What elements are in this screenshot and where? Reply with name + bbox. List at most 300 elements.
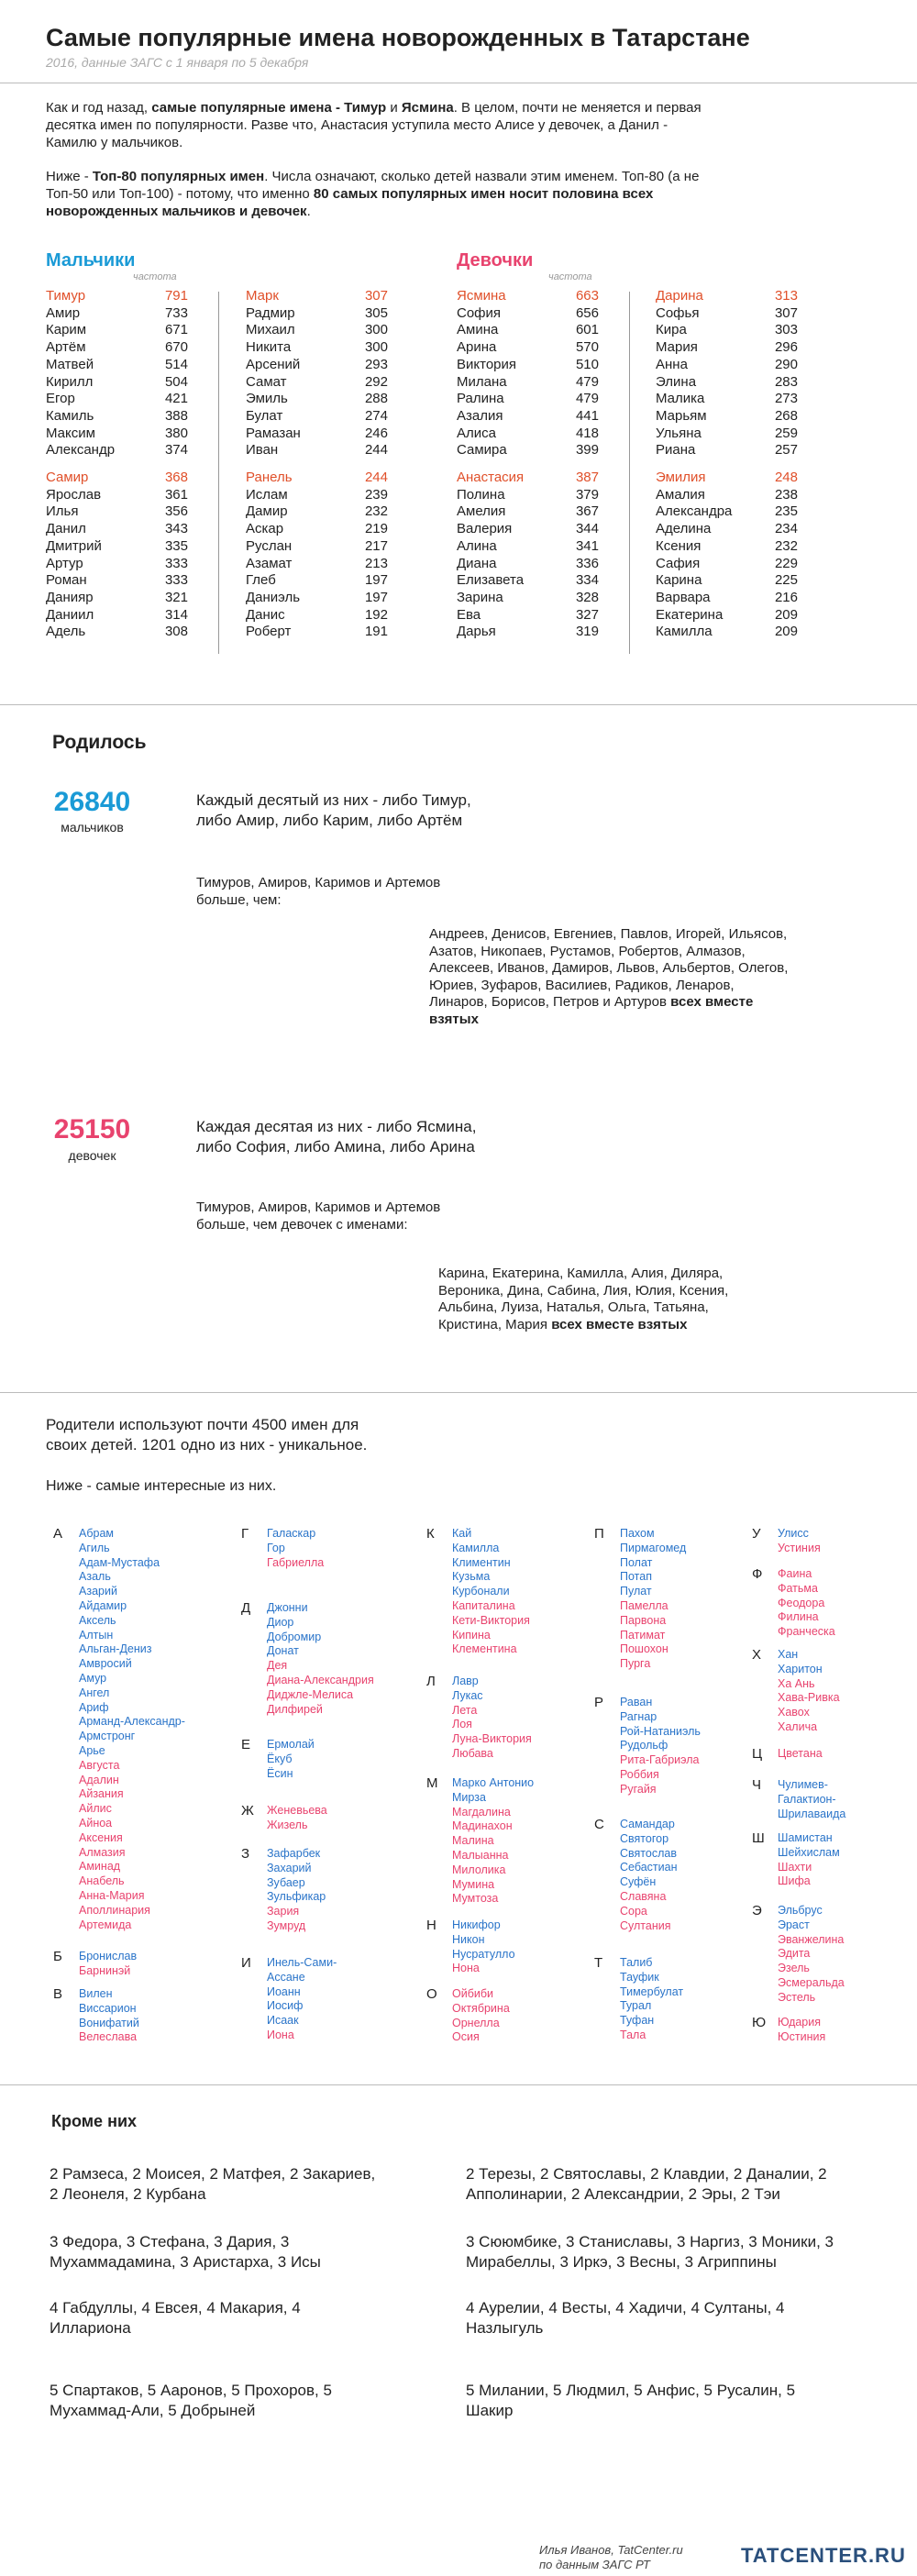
name-row <box>457 538 599 556</box>
girl-name: Августа <box>79 1758 120 1772</box>
boy-name: Никифор <box>452 1918 501 1931</box>
boy-name: Алтын <box>79 1628 114 1642</box>
name-row <box>246 503 388 521</box>
boy-name: Арье <box>79 1743 105 1757</box>
name-cell: Егор <box>46 391 75 407</box>
count-cell <box>548 459 599 470</box>
letter-name-list <box>452 1918 515 1976</box>
name-cell: Ульяна <box>656 425 702 441</box>
name-row <box>246 442 388 459</box>
name-cell: Амина <box>457 322 499 338</box>
boy-name: Рой-Натаниэль <box>620 1724 701 1738</box>
girl-name: Эзель <box>778 1962 810 1975</box>
count-cell: 314 <box>164 606 188 623</box>
girl-name: Кети-Виктория <box>452 1613 530 1627</box>
name-cell: Ралина <box>457 391 504 407</box>
count-cell: 308 <box>164 624 188 640</box>
girls-table-col-1 <box>457 288 599 641</box>
name-cell: Булат <box>246 407 283 424</box>
boy-name: Лавр <box>452 1675 479 1687</box>
girl-name: Нона <box>452 1962 480 1975</box>
name-row <box>457 442 599 459</box>
name-cell: Эмилия <box>656 470 706 486</box>
name-row <box>656 357 798 374</box>
boy-name: Марко Антонио <box>452 1776 535 1789</box>
count-cell: 234 <box>774 521 798 537</box>
boy-name: Амур <box>79 1671 107 1685</box>
alphabet-letter: З <box>241 1846 250 1862</box>
letter-name-list <box>452 1987 510 2045</box>
girl-name: Рита-Габриэла <box>620 1753 700 1767</box>
name-row <box>46 391 188 408</box>
name-cell: Амелия <box>457 503 506 520</box>
alphabet-letter: О <box>426 1986 437 2002</box>
name-cell: Ксения <box>656 537 702 554</box>
boy-name: Святогор <box>620 1831 669 1845</box>
boy-name: Потап <box>620 1570 652 1584</box>
girl-name: Халича <box>778 1719 818 1733</box>
girl-name: Осия <box>452 2030 480 2044</box>
rare-right-1: 2 Терезы, 2 Святославы, 2 Клавдии, 2 Даналии, 2 Апполинарии, 2 Александрии, 2 Эры, 2 Тэи <box>466 2165 827 2203</box>
name-row <box>656 288 798 305</box>
count-cell: 663 <box>575 288 599 304</box>
boys-name-list-text: Андреев, Денисов, Евгениев, Павлов, Игорей, Ильясов, Азатов, Никопаев, Рустамов, Робертов, Алмазов, Алексеев, Иванов, Дамиров, Львов, Альбертов, Олегов, Юриев, Зуфаров, Василиев, Радиков, Ленаров, Линаров, Борисов, Петров и Артуров <box>429 926 789 1011</box>
girl-name: Эванжелина <box>778 1932 845 1946</box>
count-cell: 321 <box>164 589 188 605</box>
letter-name-list <box>620 1696 701 1797</box>
count-cell: 380 <box>164 425 188 441</box>
girl-name: Юстиния <box>778 2029 826 2043</box>
name-row <box>656 426 798 443</box>
count-cell <box>138 459 188 470</box>
name-cell: Артур <box>46 555 83 571</box>
count-cell: 334 <box>575 572 599 589</box>
name-row <box>457 426 599 443</box>
name-row <box>656 408 798 426</box>
spacer-row <box>246 459 388 470</box>
name-row <box>656 339 798 357</box>
boy-name: Ёсин <box>267 1766 293 1780</box>
name-cell: Александр <box>46 442 116 459</box>
boy-name: Чулимев- <box>778 1778 828 1791</box>
girls-table-col-2 <box>656 288 798 641</box>
count-cell: 292 <box>364 373 388 390</box>
name-cell: Ислам <box>246 486 288 503</box>
girl-name: Фатьма <box>778 1581 818 1595</box>
count-cell: 791 <box>164 288 188 304</box>
alphabet-letter: Д <box>241 1600 251 1616</box>
name-row <box>457 305 599 323</box>
boy-name: Галактион- <box>778 1792 836 1806</box>
boy-name: Альган-Дениз <box>79 1642 152 1656</box>
name-cell: Риана <box>656 442 696 459</box>
boy-name: Шейхислам <box>778 1845 840 1859</box>
girl-name: Устиния <box>778 1541 821 1554</box>
name-row <box>46 590 188 607</box>
name-row <box>656 470 798 487</box>
name-cell: Дамир <box>246 503 288 520</box>
count-cell: 333 <box>164 572 188 589</box>
name-cell <box>246 459 337 470</box>
boy-name: Рагнар <box>620 1709 657 1723</box>
name-cell: Амалия <box>656 486 705 503</box>
divider <box>0 1392 917 1393</box>
boy-name: Нусратулло <box>452 1947 515 1961</box>
boy-name: Кузьма <box>452 1570 491 1584</box>
count-cell: 356 <box>164 503 188 520</box>
boy-name: Харитон <box>778 1662 823 1675</box>
count-cell: 268 <box>774 407 798 424</box>
name-row <box>457 339 599 357</box>
girl-name: Эдита <box>778 1947 811 1961</box>
girl-name: Милолика <box>452 1863 506 1876</box>
count-cell: 319 <box>575 624 599 640</box>
boy-name: Ангел <box>79 1686 110 1699</box>
count-cell: 219 <box>364 521 388 537</box>
count-cell: 274 <box>364 407 388 424</box>
girl-name: Памелла <box>620 1598 668 1612</box>
name-cell: Самир <box>46 470 89 486</box>
boys-table-col-1 <box>46 288 188 641</box>
name-row <box>246 556 388 573</box>
count-cell: 244 <box>364 442 388 459</box>
letter-name-list <box>778 1648 840 1735</box>
count-cell: 327 <box>575 606 599 623</box>
boy-name: Ассане <box>267 1970 305 1984</box>
name-row <box>246 322 388 339</box>
girl-name: Алмазия <box>79 1845 126 1859</box>
count-cell: 293 <box>364 356 388 372</box>
boy-name: Джонни <box>267 1601 308 1614</box>
alphabet-letter: М <box>426 1775 438 1791</box>
count-cell: 259 <box>774 425 798 441</box>
girl-name: Феодора <box>778 1596 825 1609</box>
girl-name: Иона <box>267 2028 294 2041</box>
boy-name: Себастиан <box>620 1861 678 1874</box>
born-heading: Родилось <box>52 732 147 753</box>
letter-name-list <box>778 1904 845 2006</box>
count-cell: 288 <box>364 391 388 407</box>
boys-lead: Каждый десятый из них - либо Тимур, либо Амир, либо Карим, либо Артём <box>196 791 471 829</box>
count-cell: 307 <box>774 304 798 321</box>
girl-name: Хава-Ривка <box>778 1691 840 1705</box>
name-cell: Ранель <box>246 470 293 486</box>
rare-right-3: 4 Аурелии, 4 Весты, 4 Хадичи, 4 Султаны, 4 Назлыгуль <box>466 2299 785 2337</box>
name-cell: Алина <box>457 537 497 554</box>
count-cell: 333 <box>164 555 188 571</box>
letter-name-list <box>79 1950 137 1979</box>
girl-name: Дея <box>267 1659 288 1673</box>
boy-name: Раван <box>620 1696 653 1708</box>
count-cell: 232 <box>364 503 388 520</box>
boys-count: 26840 <box>53 787 131 817</box>
girl-name: Луна-Виктория <box>452 1732 532 1746</box>
column-divider <box>218 292 219 654</box>
letter-name-list <box>620 1527 686 1672</box>
name-row <box>656 374 798 392</box>
boy-name: Никон <box>452 1932 485 1946</box>
unique-intro: Родители используют почти 4500 имен для своих детей. 1201 одно из них - уникальное. <box>46 1416 368 1454</box>
boy-name: Мирза <box>452 1790 486 1804</box>
girl-name: Клементина <box>452 1642 517 1656</box>
count-cell: 601 <box>575 322 599 338</box>
name-row <box>656 590 798 607</box>
alphabet-letter: Э <box>752 1903 762 1918</box>
name-row <box>457 288 599 305</box>
boy-name: Пулат <box>620 1585 652 1598</box>
name-row <box>46 503 188 521</box>
name-row <box>457 607 599 625</box>
girl-name: Мадинахон <box>452 1819 513 1833</box>
name-cell: Даниэль <box>246 589 301 605</box>
count-cell: 197 <box>364 572 388 589</box>
name-cell: Мария <box>656 339 698 356</box>
name-row <box>656 503 798 521</box>
name-cell: Михаил <box>246 322 295 338</box>
girl-name: Габриелла <box>267 1555 325 1569</box>
boy-name: Армстронг <box>79 1730 136 1743</box>
name-cell: Азамат <box>246 555 293 571</box>
page-title: Самые популярные имена новорожденных в Татарстане <box>46 24 750 51</box>
intro-text: . В целом, почти не меняется и первая десятка имен по популярности. Разве что, Анастасия уступила место Алисе у девочек, а Данил - Камилю у мальчиков. <box>46 100 702 150</box>
girl-name: Султания <box>620 1918 671 1932</box>
girl-name: Мумина <box>452 1877 495 1891</box>
count-cell: 300 <box>364 339 388 356</box>
girl-name: Диджле-Мелиса <box>267 1687 354 1701</box>
name-cell: Екатерина <box>656 606 724 623</box>
girl-name: Лоя <box>452 1718 472 1731</box>
girl-name: Шахти <box>778 1860 812 1874</box>
count-cell: 671 <box>164 322 188 338</box>
letter-name-list <box>620 1818 677 1933</box>
name-cell: Руслан <box>246 537 293 554</box>
count-cell: 290 <box>774 356 798 372</box>
name-cell <box>46 459 138 470</box>
name-row <box>246 624 388 641</box>
name-cell: Рамазан <box>246 425 301 441</box>
intro-text: . <box>306 204 311 219</box>
girls-count-caption: девочек <box>68 1148 116 1163</box>
boy-name: Вилен <box>79 1987 113 2000</box>
name-row <box>656 538 798 556</box>
girl-name: Зария <box>267 1905 300 1918</box>
name-cell: Илья <box>46 503 79 520</box>
girl-name: Пурга <box>620 1657 651 1671</box>
name-cell: Адель <box>46 624 86 640</box>
boy-name: Азаль <box>79 1570 111 1584</box>
girls-name-list-bold: всех вместе взятых <box>551 1316 688 1332</box>
count-cell: 209 <box>774 606 798 623</box>
rare-right-4: 5 Милании, 5 Людмил, 5 Анфис, 5 Русалин, 5 Шакир <box>466 2382 796 2419</box>
boy-name: Улисс <box>778 1527 809 1540</box>
girl-name: Парвона <box>620 1613 667 1627</box>
name-cell <box>656 459 747 470</box>
girl-name: Магдалина <box>452 1805 511 1819</box>
boy-name: Адам-Мустафа <box>79 1555 160 1569</box>
girl-name: Анна-Мария <box>79 1888 145 1902</box>
boy-name: Эльбрус <box>778 1904 823 1917</box>
name-row <box>246 521 388 538</box>
intro-bold: Ясмина <box>401 100 454 116</box>
girl-name: Эсмеральда <box>778 1975 845 1989</box>
unique-subtitle: Ниже - самые интересные из них. <box>46 1478 277 1494</box>
letter-name-list <box>778 1527 821 1556</box>
name-cell: Анастасия <box>457 470 525 486</box>
boy-name: Курбонали <box>452 1585 510 1598</box>
name-row <box>46 607 188 625</box>
girl-name: Айноа <box>79 1816 113 1830</box>
girl-name: Жизель <box>267 1818 308 1831</box>
name-cell: Радмир <box>246 304 295 321</box>
boy-name: Ёкуб <box>267 1752 293 1765</box>
name-cell: Карина <box>656 572 702 589</box>
girl-name: Орнелла <box>452 2016 500 2029</box>
count-cell <box>337 459 388 470</box>
alphabet-letter: У <box>752 1526 761 1542</box>
alphabet-letter: Б <box>53 1949 62 1964</box>
spacer-row <box>457 459 599 470</box>
name-cell <box>457 459 548 470</box>
name-row <box>246 607 388 625</box>
name-row <box>246 572 388 590</box>
name-cell: Ева <box>457 606 481 623</box>
name-row <box>46 408 188 426</box>
footer-author: Илья Иванов, TatCenter.ru <box>539 2543 683 2557</box>
count-cell: 388 <box>164 407 188 424</box>
boy-name: Добромир <box>267 1630 322 1643</box>
count-cell: 257 <box>774 442 798 459</box>
name-row <box>457 556 599 573</box>
name-cell: Элина <box>656 373 697 390</box>
boy-name: Аксель <box>79 1613 116 1627</box>
alphabet-letter: С <box>594 1817 604 1832</box>
girl-name: Аполлинария <box>79 1903 150 1917</box>
intro-text: и <box>386 100 402 116</box>
name-cell: Роберт <box>246 624 292 640</box>
boy-name: Диор <box>267 1615 294 1629</box>
count-cell: 479 <box>575 391 599 407</box>
footer-source: по данным ЗАГС РТ <box>539 2558 650 2571</box>
name-cell: Александра <box>656 503 733 520</box>
letter-name-list <box>778 1747 823 1762</box>
girl-name: Любава <box>452 1746 493 1760</box>
girls-lead: Каждая десятая из них - либо Ясмина, либо София, либо Амина, либо Арина <box>196 1118 477 1155</box>
boys-more-than: Тимуров, Амиров, Каримов и Артемов больше, чем: <box>196 875 441 908</box>
girls-name-list <box>438 1266 755 1333</box>
name-row <box>246 487 388 504</box>
name-row <box>46 288 188 305</box>
girl-name: Филина <box>778 1610 819 1624</box>
girls-name-list-text: Карина, Екатерина, Камилла, Алия, Диляра, Вероника, Дина, Сабина, Лия, Юлия, Ксения, Альбина, Луиза, Наталья, Ольга, Татьяна, Кристина, Мария <box>438 1266 729 1332</box>
name-cell: Алиса <box>457 425 496 441</box>
alphabet-letter: Ц <box>752 1746 763 1762</box>
name-row <box>656 322 798 339</box>
count-cell: 283 <box>774 373 798 390</box>
count-cell: 570 <box>575 339 599 356</box>
name-cell: Кира <box>656 322 687 338</box>
name-cell: Глеб <box>246 572 276 589</box>
girl-name: Тала <box>620 2028 646 2041</box>
boys-name-list-bold: всех вместе взятых <box>429 994 754 1027</box>
boy-name: Кай <box>452 1527 472 1540</box>
letter-name-list <box>452 1776 534 1907</box>
name-row <box>246 470 388 487</box>
name-cell: Матвей <box>46 356 94 372</box>
letter-name-list <box>267 1956 337 2043</box>
count-cell: 656 <box>575 304 599 321</box>
name-row <box>46 572 188 590</box>
count-cell: 313 <box>774 288 798 304</box>
name-cell: Софья <box>656 304 700 321</box>
rare-left-4: 5 Спартаков, 5 Ааронов, 5 Прохоров, 5 Мухаммад-Али, 5 Добрыней <box>50 2382 332 2419</box>
boys-name-list <box>429 926 791 1029</box>
boy-name: Арманд-Александр- <box>79 1715 185 1729</box>
name-row <box>656 556 798 573</box>
girl-name: Пошохон <box>620 1642 668 1656</box>
name-row <box>46 426 188 443</box>
name-cell: Елизавета <box>457 572 525 589</box>
name-row <box>457 521 599 538</box>
name-row <box>457 624 599 641</box>
name-cell: София <box>457 304 502 321</box>
boy-name: Гор <box>267 1541 285 1554</box>
alphabet-letter: Ю <box>752 2015 767 2030</box>
letter-name-list <box>778 1567 835 1640</box>
boy-name: Хан <box>778 1648 799 1661</box>
intro-bold: самые популярные имена - Тимур <box>151 100 387 116</box>
name-row <box>46 470 188 487</box>
count-cell: 216 <box>774 589 798 605</box>
count-cell: 361 <box>164 486 188 503</box>
boy-name: Вонифатий <box>79 2016 139 2029</box>
name-cell: Самат <box>246 373 287 390</box>
count-cell: 367 <box>575 503 599 520</box>
count-cell: 244 <box>364 470 388 486</box>
boy-name: Святослав <box>620 1846 677 1860</box>
name-cell: Кирилл <box>46 373 94 390</box>
divider <box>0 704 917 705</box>
name-row <box>457 572 599 590</box>
name-row <box>457 408 599 426</box>
count-cell: 344 <box>575 521 599 537</box>
count-cell: 305 <box>364 304 388 321</box>
boy-name: Ариф <box>79 1700 109 1714</box>
girl-name: Эстель <box>778 1990 816 2004</box>
name-row <box>246 374 388 392</box>
count-cell: 248 <box>774 470 798 486</box>
name-row <box>656 572 798 590</box>
name-row <box>457 391 599 408</box>
boy-name: Туфан <box>620 2014 655 2028</box>
name-cell: Никита <box>246 339 292 356</box>
letter-name-list <box>267 1527 324 1570</box>
name-cell: Валерия <box>457 521 513 537</box>
count-cell: 374 <box>164 442 188 459</box>
count-cell: 217 <box>364 537 388 554</box>
alphabet-letter: И <box>241 1955 251 1971</box>
count-cell: 341 <box>575 537 599 554</box>
name-cell: Амир <box>46 304 81 321</box>
tatcenter-logo[interactable]: TATCENTER.RU <box>741 2544 906 2567</box>
boy-name: Самандар <box>620 1818 675 1830</box>
name-row <box>46 624 188 641</box>
intro-text: Ниже - <box>46 169 93 184</box>
name-row <box>46 339 188 357</box>
count-cell: 479 <box>575 373 599 390</box>
rare-heading: Кроме них <box>51 2112 138 2130</box>
count-cell: 213 <box>364 555 388 571</box>
name-cell: Марк <box>246 288 279 304</box>
